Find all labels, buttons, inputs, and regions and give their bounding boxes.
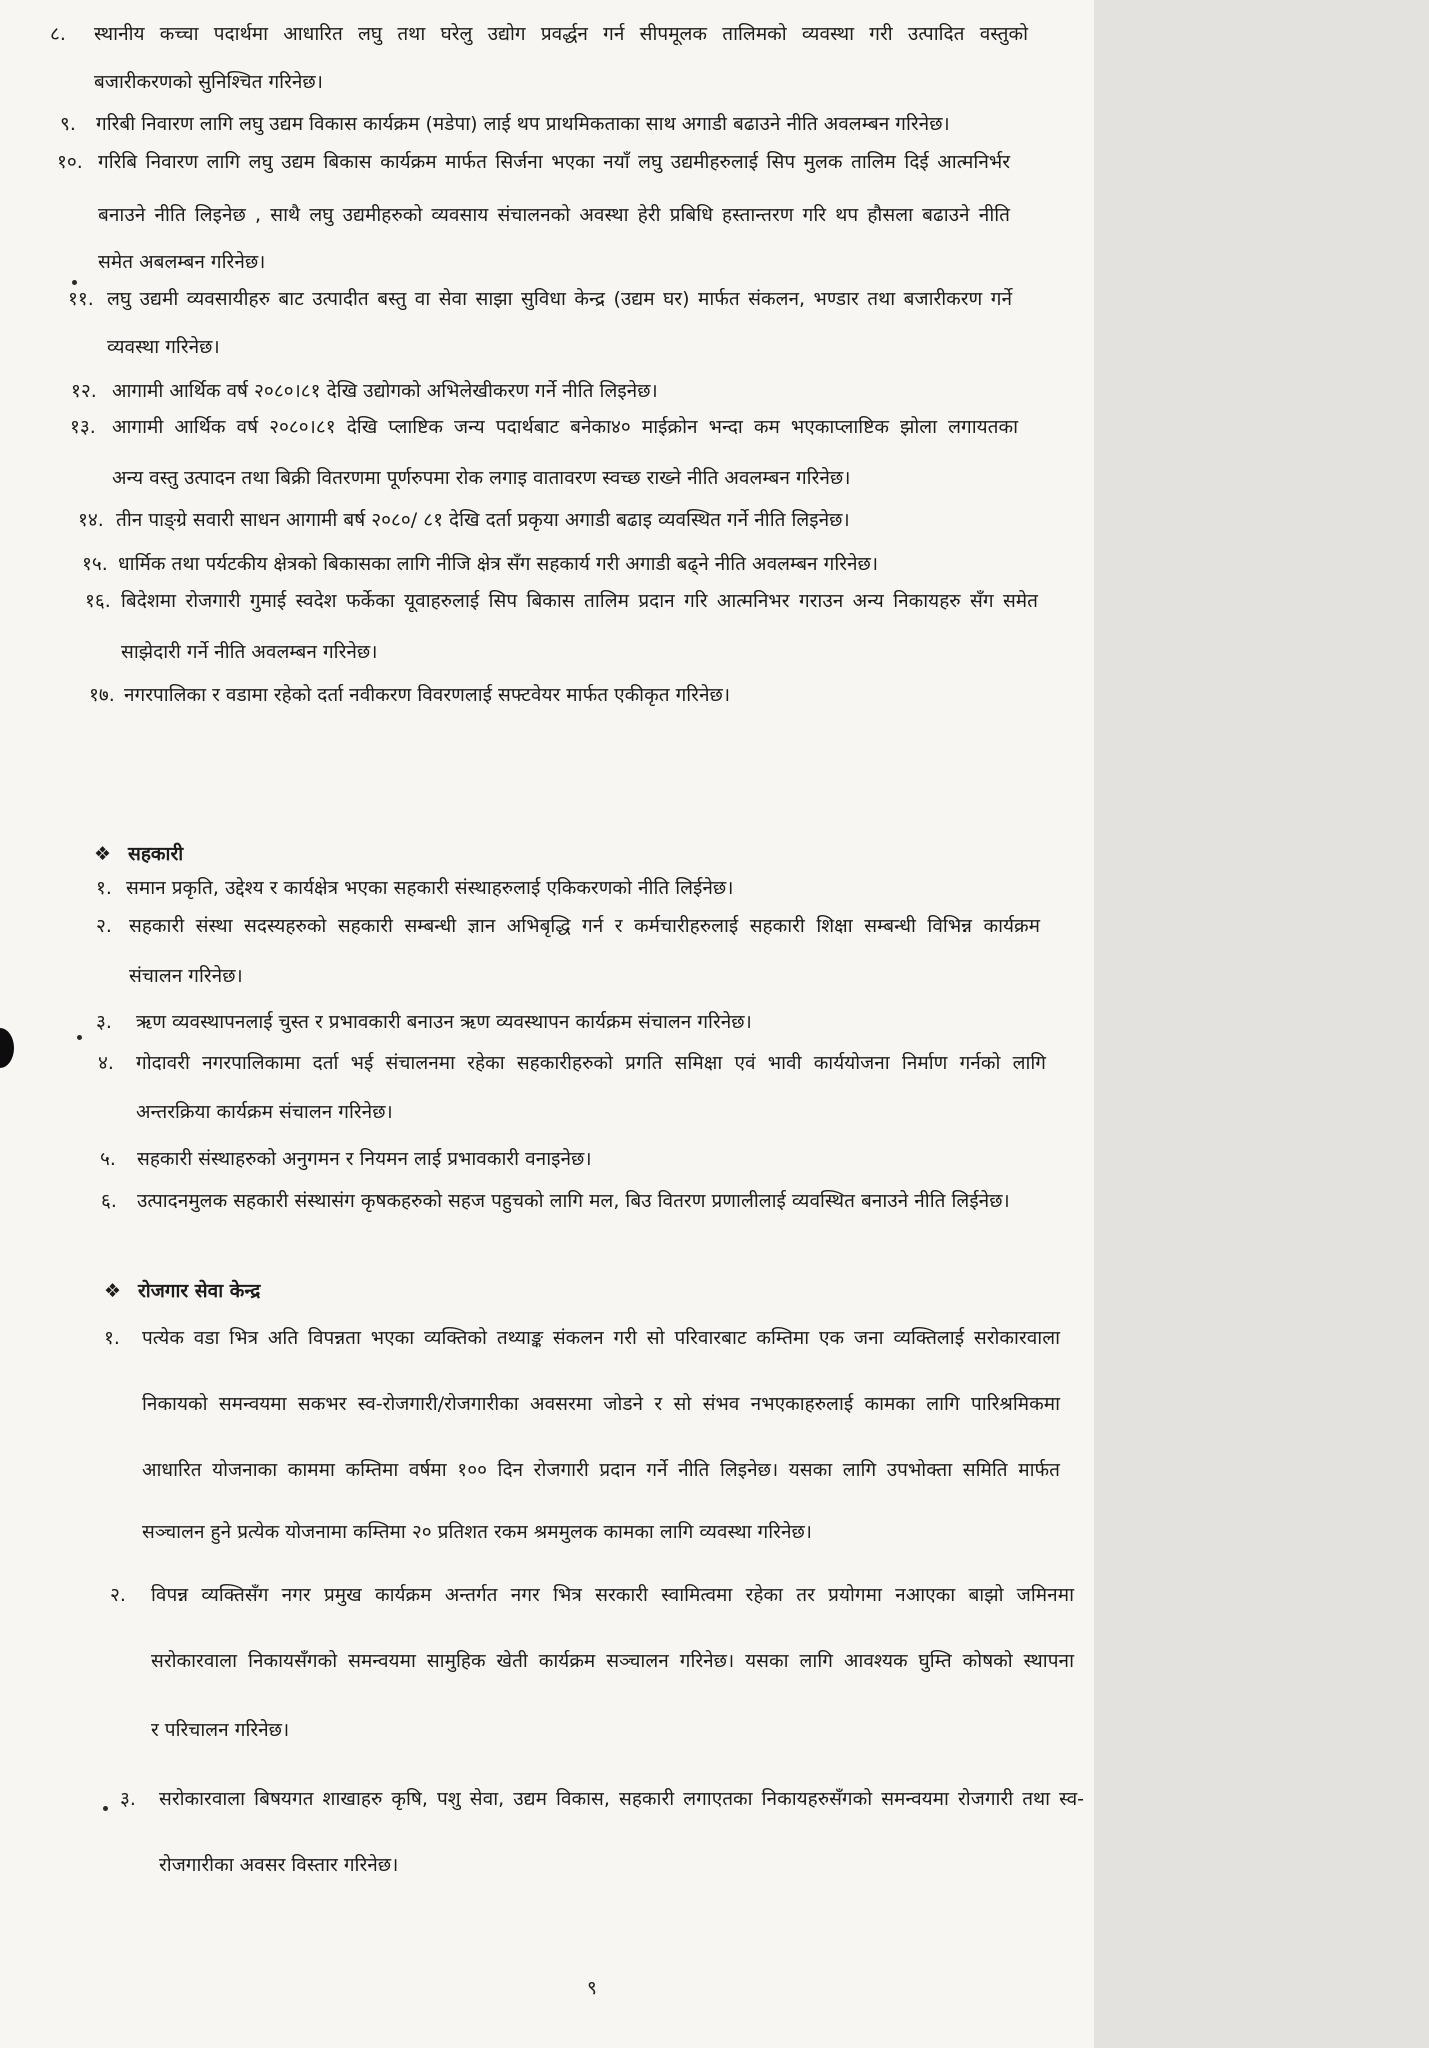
list-item-text: गरिबी निवारण लागि लघु उद्यम विकास कार्यक्रम (मडेपा) लाई थप प्राथमिकताका साथ अगाडी बढाउने नीति अवलम्बन गरिनेछ। <box>96 113 950 135</box>
list-item-text: तीन पाङ्ग्रे सवारी साधन आगामी बर्ष २०८०/ ८१ देखि दर्ता प्रकृया अगाडी बढाइ व्यवस्थित गर्ने नीति लिइनेछ। <box>116 509 850 531</box>
list-item-text: बनाउने नीति लिइनेछ , साथै लघु उद्यमीहरुको व्यवसाय संचालनको अवस्था हेरी प्रबिधि हस्तान्तरण गरि थप हौसला बढाउने नीति <box>98 204 1010 226</box>
list-item-text: साझेदारी गर्ने नीति अवलम्बन गरिनेछ। <box>121 641 378 663</box>
list-item-text: अन्य वस्तु उत्पादन तथा बिक्री वितरणमा पूर्णरुपमा रोक लगाइ वातावरण स्वच्छ राख्ने नीति अवलम्बन गरिनेछ। <box>112 467 851 489</box>
diamond-bullet-icon: ❖ <box>94 843 112 865</box>
list-item-text: अन्तरक्रिया कार्यक्रम संचालन गरिनेछ। <box>136 1101 393 1123</box>
list-item-text: लघु उद्यमी व्यवसायीहरु बाट उत्पादीत बस्तु वा सेवा साझा सुविधा केन्द्र (उद्यम घर) मार्फत संकलन, भण्डार तथा बजारीकरण गर्ने <box>107 288 1012 310</box>
list-item-number: २. <box>110 1584 126 1606</box>
stray-mark <box>72 280 77 285</box>
list-item-number: १२. <box>71 380 97 402</box>
list-item-text: रोजगारीका अवसर विस्तार गरिनेछ। <box>159 1854 399 1876</box>
list-item-text: संचालन गरिनेछ। <box>129 965 243 987</box>
list-item-text: स्थानीय कच्चा पदार्थमा आधारित लघु तथा घरेलु उद्योग प्रवर्द्धन गर्न सीपमूलक तालिमको व्यवस्था गरी उत्पादित वस्तुको <box>94 23 1028 45</box>
list-item-text: आगामी आर्थिक वर्ष २०८०।८१ देखि उद्योगको अभिलेखीकरण गर्ने नीति लिइनेछ। <box>112 380 658 402</box>
list-item-text: पत्येक वडा भित्र अति विपन्नता भएका व्यक्तिको तथ्याङ्क संकलन गरी सो परिवारबाट कम्तिमा एक जना व्यक्तिलाई सरोकारवाला <box>142 1327 1060 1349</box>
list-item-text: सहकारी संस्था सदस्यहरुको सहकारी सम्बन्धी ज्ञान अभिबृद्धि गर्न र कर्मचारीहरुलाई सहकारी शिक्षा सम्बन्धी विभिन्न कार्यक्रम <box>129 915 1040 937</box>
list-item-number: ४. <box>98 1052 114 1074</box>
list-item-number: १४. <box>78 509 104 531</box>
list-item-text: धार्मिक तथा पर्यटकीय क्षेत्रको बिकासका लागि नीजि क्षेत्र सँग सहकार्य गरी अगाडी बढ्ने नीति अवलम्बन गरिनेछ। <box>118 553 879 575</box>
list-item-number: १. <box>104 1327 120 1349</box>
diamond-bullet-icon: ❖ <box>104 1280 122 1302</box>
list-item-text: आधारित योजनाका काममा कम्तिमा वर्षमा १०० दिन रोजगारी प्रदान गर्ने नीति लिइनेछ। यसका लागि उपभोक्ता समिति मार्फत <box>142 1459 1060 1481</box>
list-item-text: ऋण व्यवस्थापनलाई चुस्त र प्रभावकारी बनाउन ऋण व्यवस्थापन कार्यक्रम संचालन गरिनेछ। <box>136 1011 752 1033</box>
list-item-number: ६. <box>101 1190 117 1212</box>
binder-hole <box>0 1028 14 1068</box>
list-item-number: ३. <box>96 1011 112 1033</box>
list-item-number: १. <box>96 877 112 899</box>
page-number: ९ <box>587 1977 597 1999</box>
list-item-number: १३. <box>70 416 96 438</box>
list-item-text: समान प्रकृति, उद्देश्य र कार्यक्षेत्र भएका सहकारी संस्थाहरुलाई एकिकरणको नीति लिईनेछ। <box>126 877 734 899</box>
list-item-text: सरोकारवाला बिषयगत शाखाहरु कृषि, पशु सेवा, उद्यम विकास, सहकारी लगाएतका निकायहरुसँगको समन्वयमा रोजगारी तथा स्व- <box>159 1788 1084 1810</box>
list-item-text: सहकारी संस्थाहरुको अनुगमन र नियमन लाई प्रभावकारी वनाइनेछ। <box>137 1148 592 1170</box>
list-item-number: २. <box>96 915 112 937</box>
list-item-text: नगरपालिका र वडामा रहेको दर्ता नवीकरण विवरणलाई सफ्टवेयर मार्फत एकीकृत गरिनेछ। <box>124 684 731 706</box>
list-item-text: सरोकारवाला निकायसँगको समन्वयमा सामुहिक खेती कार्यक्रम सञ्चालन गरिनेछ। यसका लागि आवश्यक घुम्ति कोषको स्थापना <box>151 1650 1074 1672</box>
list-item-number: १०. <box>57 151 83 173</box>
stray-mark <box>77 1035 82 1040</box>
stray-mark <box>103 1806 108 1811</box>
list-item-number: ९. <box>60 113 76 135</box>
list-item-text: बजारीकरणको सुनिश्चित गरिनेछ। <box>94 71 323 93</box>
list-item-text: गरिबि निवारण लागि लघु उद्यम बिकास कार्यक्रम मार्फत सिर्जना भएका नयाँ लघु उद्यमीहरुलाई सिप मुलक तालिम दिई आत्मनिर्भर <box>98 151 1010 173</box>
list-item-text: विपन्न व्यक्तिसँग नगर प्रमुख कार्यक्रम अन्तर्गत नगर भित्र सरकारी स्वामित्वमा रहेका तर प्रयोगमा नआएका बाझो जमिनमा <box>151 1584 1074 1606</box>
list-item-text: र परिचालन गरिनेछ। <box>151 1719 290 1741</box>
list-item-text: आगामी आर्थिक वर्ष २०८०।८१ देखि प्लाष्टिक जन्य पदार्थबाट बनेका४० माईक्रोन भन्दा कम भएकाप्लाष्टिक झोला लगायतका <box>112 416 1018 438</box>
list-item-number: ३. <box>120 1788 136 1810</box>
list-item-text: व्यवस्था गरिनेछ। <box>107 336 220 358</box>
list-item-number: ५. <box>100 1148 116 1170</box>
list-item-number: १५. <box>82 553 108 575</box>
cooperative-heading: ❖ सहकारी <box>94 843 184 865</box>
list-item-number: १६. <box>85 590 111 612</box>
list-item-text: समेत अबलम्बन गरिनेछ। <box>98 251 266 273</box>
list-item-text: उत्पादनमुलक सहकारी संस्थासंग कृषकहरुको सहज पहुचको लागि मल, बिउ वितरण प्रणालीलाई व्यवस्थित बनाउने नीति लिईनेछ। <box>137 1190 1010 1212</box>
list-item-text: सञ्चालन हुने प्रत्येक योजनामा कम्तिमा २० प्रतिशत रकम श्रममुलक कामका लागि व्यवस्था गरिनेछ। <box>142 1521 813 1543</box>
list-item-text: गोदावरी नगरपालिकामा दर्ता भई संचालनमा रहेका सहकारीहरुको प्रगति समिक्षा एवं भावी कार्ययोजना निर्माण गर्नको लागि <box>136 1052 1046 1074</box>
list-item-number: ११. <box>68 288 94 310</box>
list-item-text: निकायको समन्वयमा सकभर स्व-रोजगारी/रोजगारीका अवसरमा जोडने र सो संभव नभएकाहरुलाई कामका लागि पारिश्रमिकमा <box>142 1393 1060 1415</box>
list-item-number: १७. <box>89 684 115 706</box>
employment-heading: ❖ रोजगार सेवा केन्द्र <box>104 1280 261 1302</box>
list-item-number: ८. <box>50 23 66 45</box>
list-item-text: बिदेशमा रोजगारी गुमाई स्वदेश फर्केका यूवाहरुलाई सिप बिकास तालिम प्रदान गरि आत्मनिभर गराउन अन्य निकायहरु सँग समेत <box>121 590 1038 612</box>
